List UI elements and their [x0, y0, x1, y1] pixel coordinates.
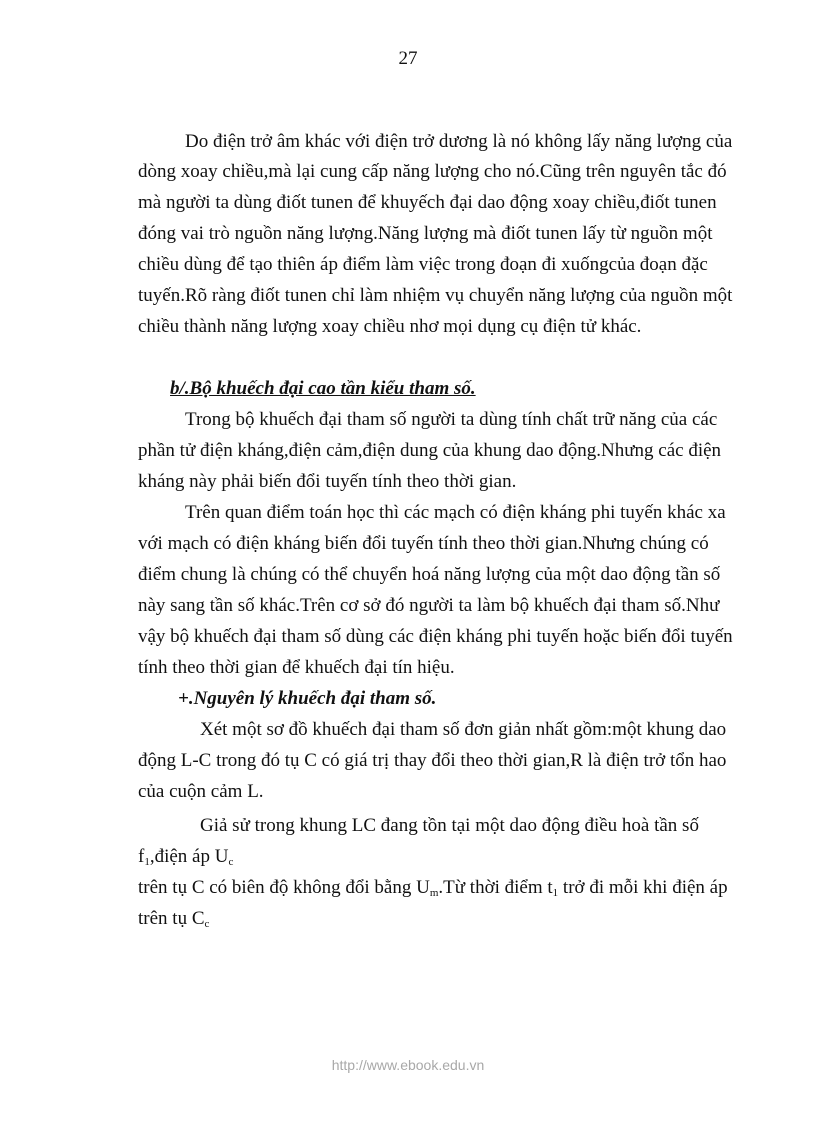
text-line: Do điện trở âm khác với điện trở dương là nó không lấy năng lượng của — [185, 131, 733, 152]
text-run: trên tụ C có biên độ không đổi bằng U — [138, 877, 430, 898]
text-run: trở đi mỗi khi điện áp — [558, 877, 728, 898]
subscript: c — [228, 856, 234, 868]
text-line: đóng vai trò nguồn năng lượng.Năng lượng mà điốt tunen lấy từ nguồn một — [138, 223, 713, 244]
text-line: điểm chung là chúng có thể chuyển hoá năng lượng của một dao động tần số — [138, 564, 721, 585]
text-line: của cuộn cảm L. — [138, 781, 264, 802]
text-line: Trong bộ khuếch đại tham số người ta dùng tính chất trữ năng của các — [185, 409, 718, 430]
text-line: Giả sử trong khung LC đang tồn tại một dao động điều hoà tần số — [200, 815, 699, 836]
text-line: dòng xoay chiều,mà lại cung cấp năng lượng cho nó.Cũng trên nguyên tắc đó — [138, 161, 727, 182]
text-line: phần tử điện kháng,điện cảm,điện dung của khung dao động.Nhưng các điện — [138, 440, 722, 461]
text-line — [138, 846, 233, 868]
page-number: 27 — [398, 48, 418, 69]
symbol-f: f — [138, 846, 145, 867]
text-line: động L-C trong đó tụ C có giá trị thay đổi theo thời gian,R là điện trở tổn hao — [138, 750, 727, 771]
subscript: 1 — [144, 856, 150, 868]
text-line: vậy bộ khuếch đại tham số dùng các điện kháng phi tuyến hoặc biến đổi tuyến — [138, 626, 733, 647]
text-line: chiều dùng để tạo thiên áp điểm làm việc trong đoạn đi xuốngcủa đoạn đặc — [138, 254, 708, 275]
text-line: mà người ta dùng điốt tunen để khuyếch đại dao động xoay chiều,điốt tunen — [138, 192, 717, 213]
text-line — [138, 877, 728, 899]
text-line — [138, 908, 209, 930]
subscript: c — [204, 918, 210, 930]
text-line: Trên quan điểm toán học thì các mạch có điện kháng phi tuyến khác xa — [185, 502, 726, 523]
text-line: này sang tần số khác.Trên cơ sở đó người ta làm bộ khuếch đại tham số.Như — [138, 595, 720, 616]
footer-url: http://www.ebook.edu.vn — [331, 1057, 485, 1073]
text-run: ,điện áp U — [149, 846, 229, 867]
text-line: kháng này phải biến đổi tuyến tính theo thời gian. — [138, 471, 517, 492]
text-line: tính theo thời gian để khuếch đại tín hiệu. — [138, 657, 455, 678]
text-line: Xét một sơ đồ khuếch đại tham số đơn giản nhất gồm:một khung dao — [200, 719, 727, 740]
text-line: chiều thành năng lượng xoay chiều nhơ mọi dụng cụ điện tử khác. — [138, 316, 642, 337]
text-run: trên tụ C — [138, 908, 205, 929]
subscript: 1 — [552, 887, 559, 899]
text-line: với mạch có điện kháng biến đổi tuyến tính theo thời gian.Nhưng chúng có — [138, 533, 709, 554]
section-heading: b/.Bộ khuếch đại cao tần kiểu tham số. — [170, 378, 476, 399]
subscript: m — [429, 887, 439, 899]
subsection-heading: +.Nguyên lý khuếch đại tham số. — [178, 688, 437, 709]
text-line: tuyến.Rõ ràng điốt tunen chỉ làm nhiệm vụ chuyển năng lượng của nguồn một — [138, 285, 733, 306]
text-run: .Từ thời điểm t — [438, 877, 553, 898]
